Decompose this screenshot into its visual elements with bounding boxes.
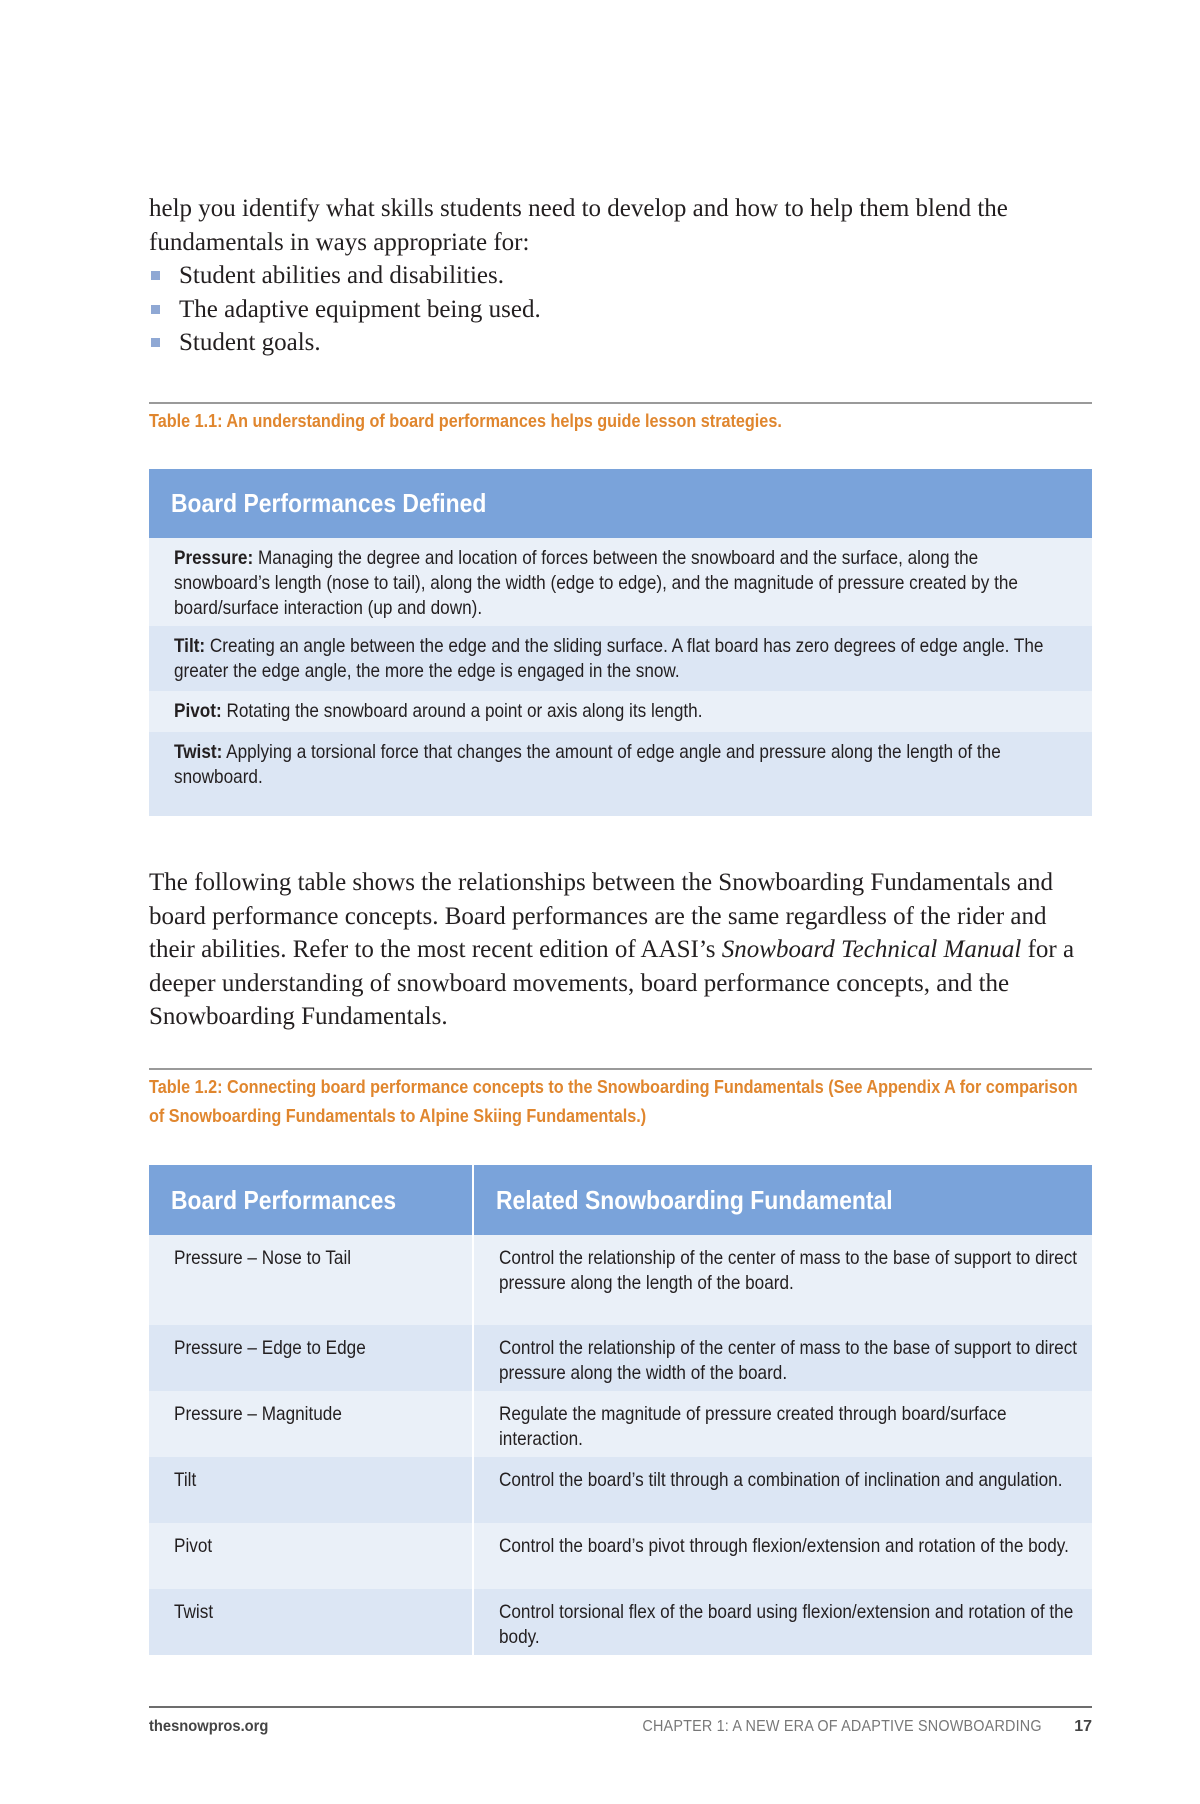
row-term: Pivot:	[174, 700, 222, 722]
list-item: Student abilities and disabilities.	[149, 259, 1092, 293]
table1-header: Board Performances Defined	[149, 469, 1092, 538]
performance-cell: Pressure – Edge to Edge	[149, 1325, 472, 1391]
row-term: Twist:	[174, 741, 223, 763]
intro-text: help you identify what skills students need to develop and how to help them blend the fundamentals in ways appropriate for:	[149, 195, 1008, 256]
body-paragraph: The following table shows the relationships between the Snowboarding Fundamentals and board performance concepts. Board performances are the same regardless of the rider and their abilities. Refer to the most recent edition of AASI’s Snowboard Technical Manual for a deeper understanding of snowboard movements, board performance concepts, and the Snowboarding Fundamentals.	[149, 869, 1075, 1030]
footer-chapter: CHAPTER 1: A NEW ERA OF ADAPTIVE SNOWBOARDING	[642, 1718, 1042, 1735]
performance-cell: Tilt	[149, 1457, 472, 1523]
bullet-square-icon	[151, 271, 160, 280]
board-performances-defined-table	[149, 469, 1092, 816]
fundamental-cell: Control the relationship of the center of mass to the base of support to direct pressure along the width of the board.	[474, 1325, 1092, 1391]
table-row	[149, 1235, 1092, 1325]
table-row	[149, 691, 1092, 732]
row-definition: Creating an angle between the edge and the sliding surface. A flat board has zero degrees of edge angle. The greater the edge angle, the more the edge is engaged in the snow.	[174, 635, 1044, 682]
page-number: 17	[1074, 1718, 1092, 1735]
footer-rule	[149, 1706, 1092, 1708]
intro-block	[149, 192, 1092, 360]
footer-site-link[interactable]: thesnowpros.org	[149, 1718, 269, 1735]
bullet-square-icon	[151, 338, 160, 347]
fundamental-cell: Regulate the magnitude of pressure created through board/surface interaction.	[474, 1391, 1092, 1457]
table-row	[149, 1457, 1092, 1523]
row-definition: Applying a torsional force that changes the amount of edge angle and pressure along the length of the snowboard.	[174, 741, 1001, 788]
row-definition: Managing the degree and location of forces between the snowboard and the surface, along the snowboard’s length (nose to tail), along the width (edge to edge), and the magnitude of pressure created by the board/surface interaction (up and down).	[174, 547, 1018, 619]
fundamental-cell: Control torsional flex of the board using flexion/extension and rotation of the body.	[474, 1589, 1092, 1655]
fundamental-cell: Control the board’s tilt through a combination of inclination and angulation.	[474, 1457, 1092, 1523]
performance-cell: Pressure – Magnitude	[149, 1391, 472, 1457]
column-header: Board Performances	[149, 1165, 472, 1235]
manual-title: Snowboard Technical Manual	[721, 936, 1022, 963]
performance-cell: Twist	[149, 1589, 472, 1655]
table-row	[149, 732, 1092, 816]
table1-caption: Table 1.1: An understanding of board performances helps guide lesson strategies.	[149, 411, 782, 431]
column-header: Related Snowboarding Fundamental	[474, 1165, 1092, 1235]
table2-caption: Table 1.2: Connecting board performance concepts to the Snowboarding Fundamentals (See Appendix A for comparison of Snowboarding Fundamentals to Alpine Skiing Fundamentals.)	[149, 1077, 1078, 1126]
fundamental-cell: Control the board’s pivot through flexion/extension and rotation of the body.	[474, 1523, 1092, 1589]
list-item: Student goals.	[149, 326, 1092, 360]
fundamental-cell: Control the relationship of the center of mass to the base of support to direct pressure along the length of the board.	[474, 1235, 1092, 1325]
table-row	[149, 538, 1092, 626]
table1-top-rule	[149, 402, 1092, 404]
performance-cell: Pivot	[149, 1523, 472, 1589]
table-row	[149, 1523, 1092, 1589]
board-performance-fundamentals-table	[149, 1165, 1092, 1655]
bullet-square-icon	[151, 305, 160, 314]
table2-header	[149, 1165, 1092, 1235]
list-item: The adaptive equipment being used.	[149, 293, 1092, 327]
table-row	[149, 626, 1092, 691]
table-row	[149, 1391, 1092, 1457]
table-row	[149, 1325, 1092, 1391]
performance-cell: Pressure – Nose to Tail	[149, 1235, 472, 1325]
row-term: Tilt:	[174, 635, 206, 657]
table-row	[149, 1589, 1092, 1655]
row-term: Pressure:	[174, 547, 254, 569]
row-definition: Rotating the snowboard around a point or axis along its length.	[221, 700, 703, 722]
table2-top-rule	[149, 1068, 1092, 1070]
intro-bullet-list	[149, 259, 1092, 360]
